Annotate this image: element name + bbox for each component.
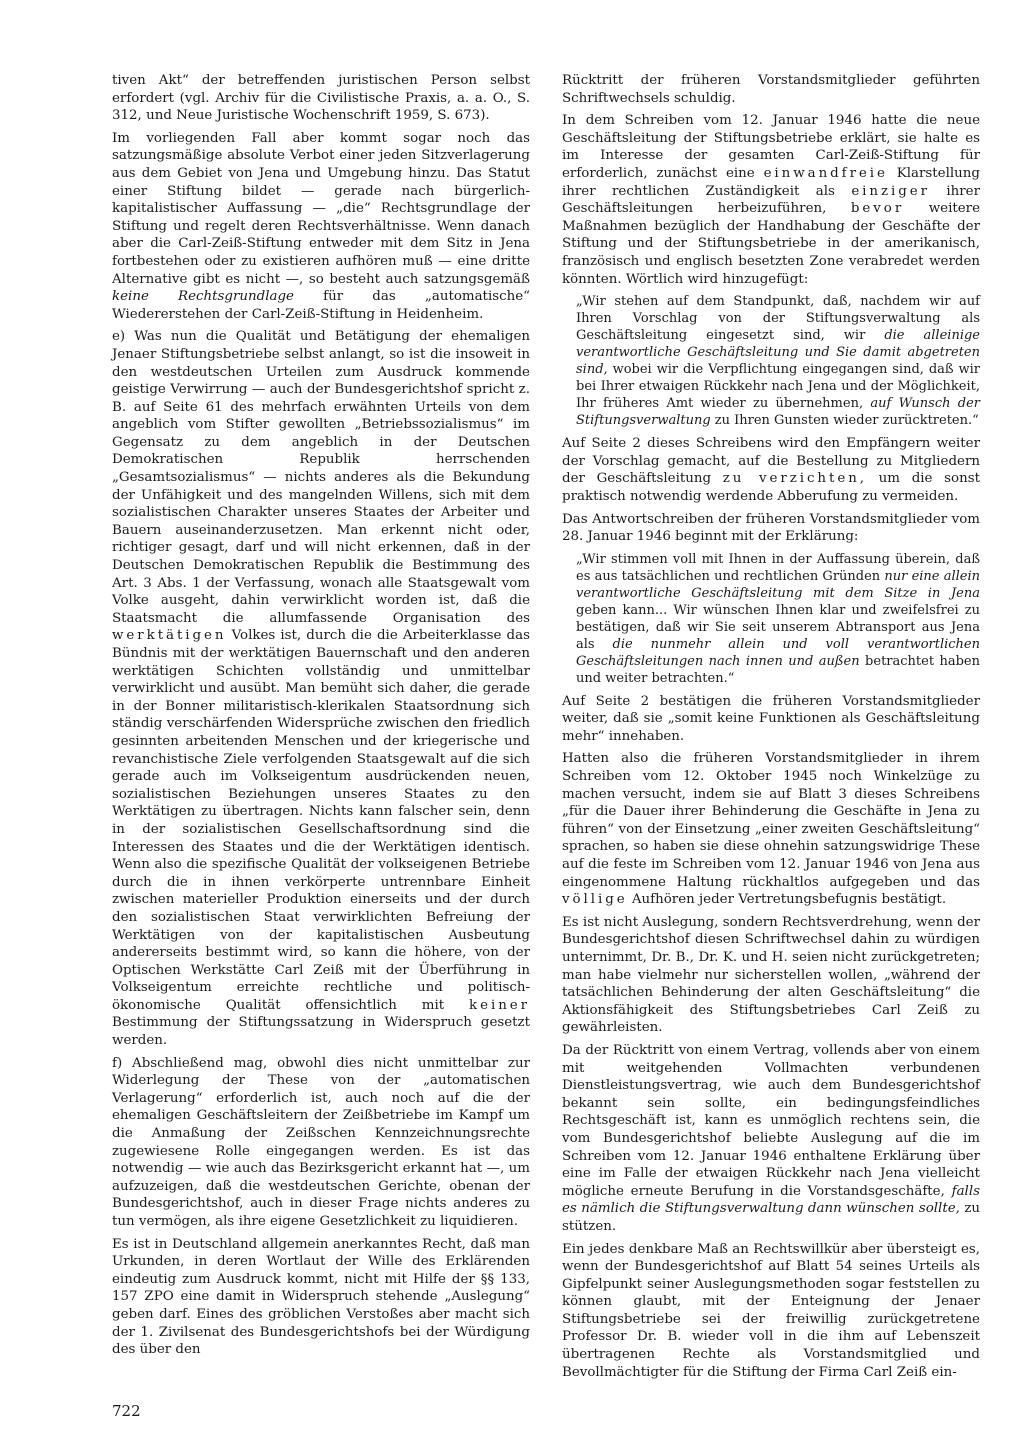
emphasis: falls es nämlich die Stiftungsverwaltung dann wünschen sollte, xyxy=(562,1183,980,1217)
text-run: wobei wir die Verpflichtung eingegangen sind, daß wir bei Ihrer etwaigen Rückkehr nach Jena und der Möglichkeit, Ihr früheres Amt wieder zu übernehmen, xyxy=(576,362,980,412)
paragraph xyxy=(562,435,980,505)
text-run: für das „automatische“ Wiedererstehen der Carl-Zeiß-Stiftung in Heidenheim. xyxy=(112,289,530,322)
emphasis: nur eine allein verantwortliche Geschäftsleitung mit dem Sitze in Jena xyxy=(576,568,980,601)
text-run: tiven Akt“ der betreffenden juristischen Person selbst erfordert (vgl. Archiv für die Civilistische Praxis, a. a. O., S. 312, und Neue Juristische Wochenschrift 1959, S. 673). xyxy=(112,73,530,124)
text-run: e) Was nun die Qualität und Betätigung der ehemaligen Jenaer Stiftungsbetriebe selbst anlangt, so ist die insoweit in den westdeutschen Urteilen zum Ausdruck kommende geistige Verwirrung — auch der Bundesgerichtshof spricht z. B. auf Seite 61 des mehrfach erwähnten Urteils von dem angeblich vom Stifter gewollten „Betriebssozialismus“ im Gegensatz zu dem angeblich in der Deutschen Demokratischen Republik herrschenden „Gesamtsozialismus“ — nichts anderes als die Bekundung der Unfähigkeit und des mangelnden Willens, sich mit dem sozialistischen Charakter unseres Staates der Arbeiter und Bauern auseinanderzusetzen. Man erkennt nicht oder, richtiger gesagt, darf und will nicht erkennen, daß in der Deutschen Demokratischen Republik die Bestimmung des Art. 3 Abs. 1 der Verfassung, wonach alle Staatsgewalt vom Volke ausgeht, dahin verwirklicht worden ist, daß die Staatsmacht die allumfassende Organisation des xyxy=(112,329,530,626)
text-run: Hatten also die früheren Vorstandsmitglieder in ihrem Schreiben vom 12. Oktober 1945 noch Winkelzüge zu machen versucht, indem sie auf Blatt 3 dieses Schreibens „für die Dauer ihrer Behinderung die Geschäfte in Jena zu führen“ von der Einsetzung „einer zweiten Geschäftsleitung“ sprachen, so haben sie diese ohnehin satzungswidrige These auf die feste im Schreiben vom 12. Januar 1946 von Jena aus eingenommene Haltung rückhaltlos aufgegeben und das xyxy=(562,751,980,890)
text-run: Im vorliegenden Fall aber kommt sogar noch das satzungsmäßige absolute Verbot einer jeden Sitzverlagerung aus dem Gebiet von Jena und Umgebung hinzu. Das Statut einer Stiftung bildet — gerade nach bürgerlich-kapitalistischer Auffassung — „die“ Rechtsgrundlage der Stiftung und regelt deren Rechtsverhältnisse. Wenn danach aber die Carl-Zeiß-Stiftung entweder mit dem Sitz in Jena fortbestehen oder zu existieren aufhören muß — eine dritte Alternative gibt es nicht —, so besteht auch satzungsgemäß xyxy=(112,130,530,287)
paragraph xyxy=(562,1241,980,1382)
text-run: ihrer Geschäftsleitungen herbeizuführen, xyxy=(562,183,980,217)
text-run: Ein jedes denkbare Maß an Rechtswillkür aber übersteigt es, wenn der Bundesgerichtshof auf Blatt 54 seines Urteils als Gipfelpunkt seiner Auslegungsmethoden sogar feststellen zu können glaubt, mit der Enteignung der Jenaer Stiftungsbetriebe sei der freiwillig zurückgetretene Professor Dr. B. wieder voll in die ihm auf Lebenszeit übertragenen Rechte als Vorstandsmitglied und Bevollmächtigter für die Stiftung der Firma Carl Zeiß ein- xyxy=(562,1241,980,1380)
spaced-emphasis: bevor xyxy=(850,201,905,217)
paragraph xyxy=(562,750,980,908)
spaced-emphasis: keiner xyxy=(469,997,530,1013)
block-quote xyxy=(576,293,980,429)
text-run: Auf Seite 2 dieses Schreibens wird den Empfängern weiter der Vorschlag gemacht, auf die Bestellung zu Mitgliedern der Geschäftsleitung xyxy=(562,436,980,487)
paragraph xyxy=(112,328,530,1049)
text-run: Bestimmung der Stiftungssatzung in Widerspruch gesetzt werden. xyxy=(112,1015,530,1049)
text-run: In dem Schreiben vom 12. Januar 1946 hatte die neue Geschäftsleitung der Stiftungsbetriebe erklärt, sie halte es im Interesse der gesamten Carl-Zeiß-Stiftung für erforderlich, zunächst eine xyxy=(562,113,980,181)
paragraph xyxy=(562,112,980,288)
text-run: betrachtet haben und weiter betrachten.“ xyxy=(576,653,980,686)
right-column xyxy=(562,72,980,1386)
text-run: weitere Maßnahmen bezüglich der Handhabung der Geschäfte der Stiftung und der Stiftungsbetriebe in der amerikanisch, französisch und englisch besetzten Zone verabredet werden könnten. Wörtlich wird hinzugefügt: xyxy=(562,201,980,287)
text-run: Es ist nicht Auslegung, sondern Rechtsverdrehung, wenn der Bundesgerichtshof diesen Schriftwechsel dahin zu würdigen unternimmt, Dr. B., Dr. K. und H. seien nicht zurückgetreten; man habe vielmehr nur sicherstellen wollen, „während der tatsächlichen Behinderung der alten Geschäftsleitung“ die Aktionsfähigkeit des Stiftungsbetriebes Carl Zeiß zu gewährleisten. xyxy=(562,914,980,1036)
text-run: Auf Seite 2 bestätigen die früheren Vorstandsmitglieder weiter, daß sie „somit keine Funktionen als Geschäftsleitung mehr“ innehaben. xyxy=(562,693,980,744)
text-run: Volkes ist, durch die die Arbeiterklasse das Bündnis mit der werktätigen Bauernschaft und den anderen werktätigen Schichten vollständig und unmittelbar verwirklicht und ausübt. Man bemüht sich daher, die gerade in der Bonner militaristisch-klerikalen Staatsordnung sich ständig verschärfenden Widersprüche zwischen den friedlich gesinnten arbeitenden Menschen und der kriegerische und revanchistische Ziele verfolgenden Staatsgewalt auf die sich gerade auch im Volkseigentum ausdrückenden neuen, sozialistischen Beziehungen unseres Staates zu den Werktätigen zu übertragen. Nichts kann falscher sein, denn in der sozialistischen Gesellschaftsordnung sind die Interessen des Staates und die der Werktätigen identisch. Wenn also die spezifische Qualität der volkseigenen Betriebe durch die in ihnen verkörperte untrennbare Einheit zwischen materieller Produktion einerseits und der durch den sozialistischen Staat verwirklichten Befreiung der Werktätigen von der kapitalistischen Ausbeutung andererseits bestimmt wird, so kann die höhere, von der Optischen Werkstätte Carl Zeiß mit der Überführung in Volkseigentum erreichte rechtliche und politisch-ökonomische Qualität offensichtlich mit xyxy=(112,628,530,1013)
emphasis: die nunmehr allein und voll verantwortlichen Geschäftsleitungen nach innen und außen xyxy=(576,636,980,669)
paragraph xyxy=(112,72,530,125)
text-run: zu stützen. xyxy=(562,1201,981,1234)
paragraph xyxy=(562,1042,980,1236)
paragraph xyxy=(562,511,980,546)
paragraph xyxy=(562,72,980,107)
text-run: „Wir stehen auf dem Standpunkt, daß, nachdem wir auf Ihren Vorschlag von der Stiftungsverwaltung als Geschäftsleitung eingesetzt sind, wir xyxy=(576,294,980,344)
text-run: Es ist in Deutschland allgemein anerkanntes Recht, daß man Urkunden, in deren Wortlaut der Wille des Erklärenden eindeutig zum Ausdruck kommt, nicht mit Hilfe der §§ 133, 157 ZPO eine damit in Widerspruch stehende „Auslegung“ geben darf. Eines des gröblichen Verstoßes aber macht sich der 1. Zivilsenat des Bundesgerichtshofs bei der Würdigung des über den xyxy=(112,1236,530,1358)
text-run: geben kann... Wir wünschen Ihnen klar und zweifelsfrei zu bestätigen, daß wir Sie seit unserem Abtransport aus Jena als xyxy=(576,602,980,652)
text-run: Aufhören jeder Vertretungsbefugnis bestätigt. xyxy=(627,892,947,908)
page-number: 722 xyxy=(112,1402,141,1420)
paragraph xyxy=(112,1055,530,1231)
emphasis: die alleinige verantwortliche Geschäftsleitung und Sie damit abgetreten sind, xyxy=(576,328,980,378)
paragraph xyxy=(112,1236,530,1359)
text-run: „Wir stimmen voll mit Ihnen in der Auffassung überein, daß es aus tatsächlichen und rechtlichen Gründen xyxy=(576,551,980,584)
spaced-emphasis: völlige xyxy=(562,892,628,908)
text-run: zu Ihren Gunsten wieder zurücktreten.“ xyxy=(710,413,979,429)
text-run: Das Antwortschreiben der früheren Vorstandsmitglieder vom 28. Januar 1946 beginnt mit der Erklärung: xyxy=(562,511,980,545)
left-column xyxy=(112,72,530,1364)
spaced-emphasis: werktätigen xyxy=(112,628,227,644)
text-run: Rücktritt der früheren Vorstandsmitglieder geführten Schriftwechsels schuldig. xyxy=(562,73,980,106)
text-run: f) Abschließend mag, obwohl dies nicht unmittelbar zur Widerlegung der These von der „automatischen Verlagerung“ erforderlich ist, auch noch auf die der ehemaligen Geschäftsleitern der Zeißbetriebe im Kampf um die Anmaßung der Zeißschen Kennzeichnungsrechte zugewiesene Rolle eingegangen werden. Es ist das notwendig — wie auch das Bezirksgericht erkannt hat —, um aufzuzeigen, daß die westdeutschen Gerichte, obenan der Bundesgerichtshof, auch in dieser Frage nichts anderes zu tun vermögen, als ihre eigene Gesetzlichkeit zu liquidieren. xyxy=(112,1055,530,1229)
paragraph xyxy=(562,914,980,1037)
text-run: Klarstellung ihrer rechtlichen Zuständigkeit als xyxy=(562,165,980,199)
emphasis: keine Rechtsgrundlage xyxy=(112,289,294,305)
text-run: um die sonst praktisch notwendig werdende Abberufung zu vermeiden. xyxy=(562,471,980,504)
spaced-emphasis: einwandfreie xyxy=(763,165,888,181)
emphasis: auf Wunsch der Stiftungsverwaltung xyxy=(576,396,980,429)
spaced-emphasis: zu verzichten, xyxy=(722,471,867,487)
text-run: Da der Rücktritt von einem Vertrag, vollends aber von einem mit weitgehenden Vollmachten verbundenen Dienstleistungsvertrag, wie auch dem Bundesgerichtshof bekannt sein sollte, ein bedingungsfeindliches Rechtsgeschäft ist, kann es unmöglich rechtens sein, die vom Bundesgerichtshof beliebte Auslegung auf die im Schreiben vom 12. Januar 1946 enthaltene Erklärung über eine im Falle der etwaigen Rückkehr nach Jena vielleicht mögliche erneute Berufung in die Vorstandsgeschäfte, xyxy=(562,1042,980,1199)
paragraph xyxy=(112,130,530,324)
spaced-emphasis: einziger xyxy=(851,183,930,199)
paragraph xyxy=(562,693,980,746)
block-quote xyxy=(576,551,980,687)
